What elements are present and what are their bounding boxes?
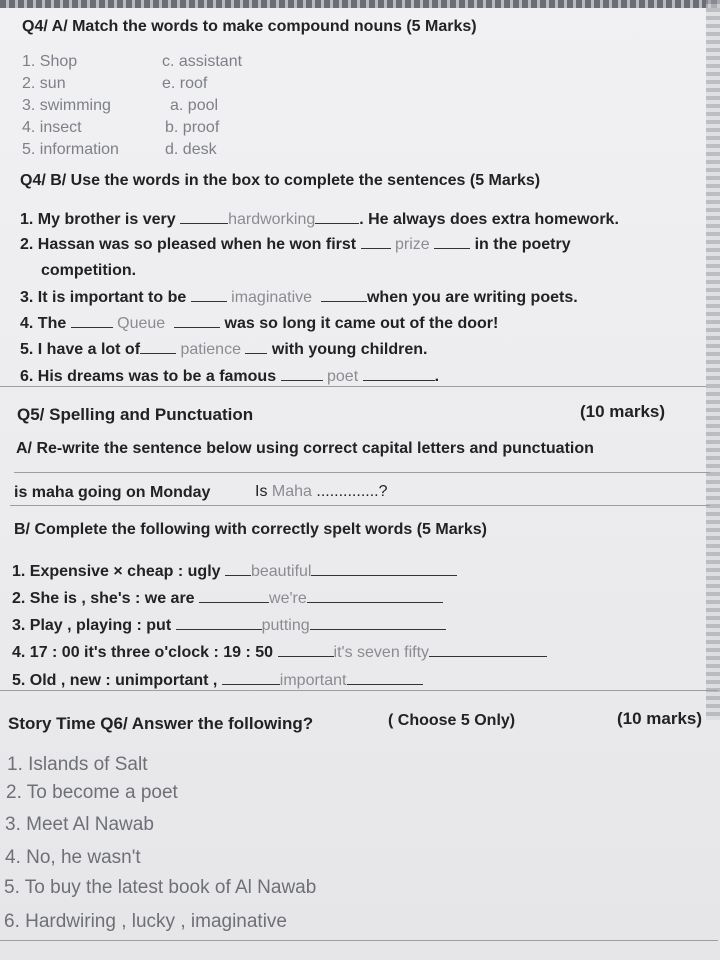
q5-marks: (10 marks): [580, 402, 666, 421]
q6-answer: 3. Meet Al Nawab: [5, 814, 154, 835]
sentence-suffix: was so long it came out of the door!: [224, 315, 499, 332]
section-divider: [0, 386, 706, 387]
blank-line: [176, 615, 262, 630]
handwritten-answer: Queue: [117, 315, 166, 332]
blank-line: [347, 670, 423, 685]
sentence-prefix: 6. His dreams was to be a famous: [20, 368, 277, 385]
sentence-prefix: 4. The: [20, 315, 67, 332]
q5b-item-2: [12, 588, 443, 608]
handwritten-answer: hardworking: [228, 211, 316, 228]
q5b-item-3: [12, 615, 446, 635]
q4a-right-item: e. roof: [162, 75, 208, 92]
blank-line: [363, 366, 435, 381]
q4b-sentence-5: [20, 339, 427, 359]
blank-line: [429, 642, 547, 657]
q6-answer: 6. Hardwiring , lucky , imaginative: [4, 911, 287, 932]
sentence-prefix: 1. My brother is very: [20, 211, 176, 228]
q5b-item-1: [12, 561, 457, 581]
handwritten-answer: we're: [269, 590, 307, 607]
sentence-prefix: 5. I have a lot of: [20, 341, 141, 358]
item-prompt: 5. Old , new : unimportant ,: [12, 672, 218, 689]
q6-choose-note: ( Choose 5 Only): [388, 712, 516, 729]
answer-suffix: ..............?: [311, 483, 388, 500]
item-prompt: 3. Play , playing : put: [12, 617, 172, 634]
handwritten-answer: poet: [327, 368, 359, 385]
handwritten-answer: imaginative: [231, 289, 313, 306]
q6-answer: 1. Islands of Salt: [7, 754, 148, 775]
blank-line: [180, 209, 228, 224]
q4b-sentence-1: [20, 209, 619, 229]
blank-line: [174, 313, 220, 328]
q4b-title: Q4/ B/ Use the words in the box to complete the sentences (5 Marks): [20, 172, 541, 189]
handwritten-answer: prize: [395, 236, 430, 253]
q5a-title: A/ Re-write the sentence below using correct capital letters and punctuation: [16, 440, 594, 457]
paper-edge-right: [706, 0, 720, 720]
handwritten-answer: important: [279, 672, 347, 689]
blank-line: [310, 615, 446, 630]
q4a-left-item: 5. information: [22, 141, 119, 158]
q4a-right-item: b. proof: [165, 119, 220, 136]
sentence-suffix: in the poetry: [474, 236, 571, 253]
q4a-left-item: 1. Shop: [22, 53, 78, 70]
blank-line: [222, 670, 280, 685]
q6-answer: 5. To buy the latest book of Al Nawab: [4, 877, 317, 898]
blank-line: [311, 561, 457, 576]
q5b-item-4: [12, 642, 547, 662]
blank-line: [245, 339, 267, 354]
q6-answer: 2. To become a poet: [6, 782, 178, 803]
q4a-left-item: 4. insect: [22, 119, 82, 136]
q5b-title: B/ Complete the following with correctly spelt words (5 Marks): [14, 521, 487, 538]
writing-line: [14, 472, 710, 473]
handwritten-answer: patience: [180, 341, 241, 358]
item-prompt: 2. She is , she's : we are: [12, 590, 195, 607]
paper-edge-top: [0, 0, 720, 8]
section-divider: [0, 690, 718, 691]
q4a-right-item: d. desk: [165, 141, 217, 158]
handwritten-answer: it's seven fifty: [333, 644, 430, 661]
blank-line: [199, 588, 269, 603]
q4b-sentence-4: [20, 313, 498, 333]
blank-line: [140, 339, 176, 354]
sentence-suffix: when you are writing poets.: [366, 289, 578, 306]
q6-title: Story Time Q6/ Answer the following?: [8, 714, 314, 733]
writing-line: [10, 505, 710, 506]
sentence-suffix: .: [434, 368, 440, 385]
blank-line: [191, 287, 227, 302]
handwritten-answer: beautiful: [250, 563, 312, 580]
q4a-left-item: 2. sun: [22, 75, 66, 92]
handwritten-answer: Maha: [271, 483, 312, 500]
blank-line: [225, 561, 251, 576]
writing-line: [0, 940, 718, 941]
sentence-suffix: with young children.: [271, 341, 428, 358]
q4b-sentence-2-cont: competition.: [41, 262, 137, 279]
blank-line: [307, 588, 443, 603]
blank-line: [361, 234, 391, 249]
sentence-prefix: 3. It is important to be: [20, 289, 187, 306]
q4a-left-item: 3. swimming: [22, 97, 111, 114]
item-prompt: 4. 17 : 00 it's three o'clock : 19 : 50: [12, 644, 274, 661]
q4a-title: Q4/ A/ Match the words to make compound nouns (5 Marks): [22, 18, 477, 35]
q6-marks: (10 marks): [617, 709, 703, 728]
q4a-right-item: a. pool: [170, 97, 219, 114]
blank-line: [278, 642, 334, 657]
sentence-suffix: . He always does extra homework.: [359, 211, 619, 228]
blank-line: [315, 209, 359, 224]
q5-title: Q5/ Spelling and Punctuation: [17, 405, 254, 424]
q6-answer: 4. No, he wasn't: [5, 847, 141, 868]
blank-line: [71, 313, 113, 328]
q5a-sentence: is maha going on Monday: [14, 484, 211, 501]
handwritten-answer: putting: [261, 617, 310, 634]
answer-prefix: Is: [255, 483, 272, 500]
q4b-sentence-2: [20, 234, 571, 254]
sentence-prefix: 2. Hassan was so pleased when he won first: [20, 236, 357, 253]
blank-line: [434, 234, 470, 249]
q4b-sentence-6: [20, 366, 439, 386]
blank-line: [281, 366, 323, 381]
q4b-sentence-3: [20, 287, 578, 307]
q4a-right-item: c. assistant: [162, 53, 243, 70]
blank-line: [321, 287, 367, 302]
item-prompt: 1. Expensive × cheap : ugly: [12, 563, 221, 580]
q5b-item-5: [12, 670, 423, 690]
q5a-answer: [255, 483, 388, 501]
